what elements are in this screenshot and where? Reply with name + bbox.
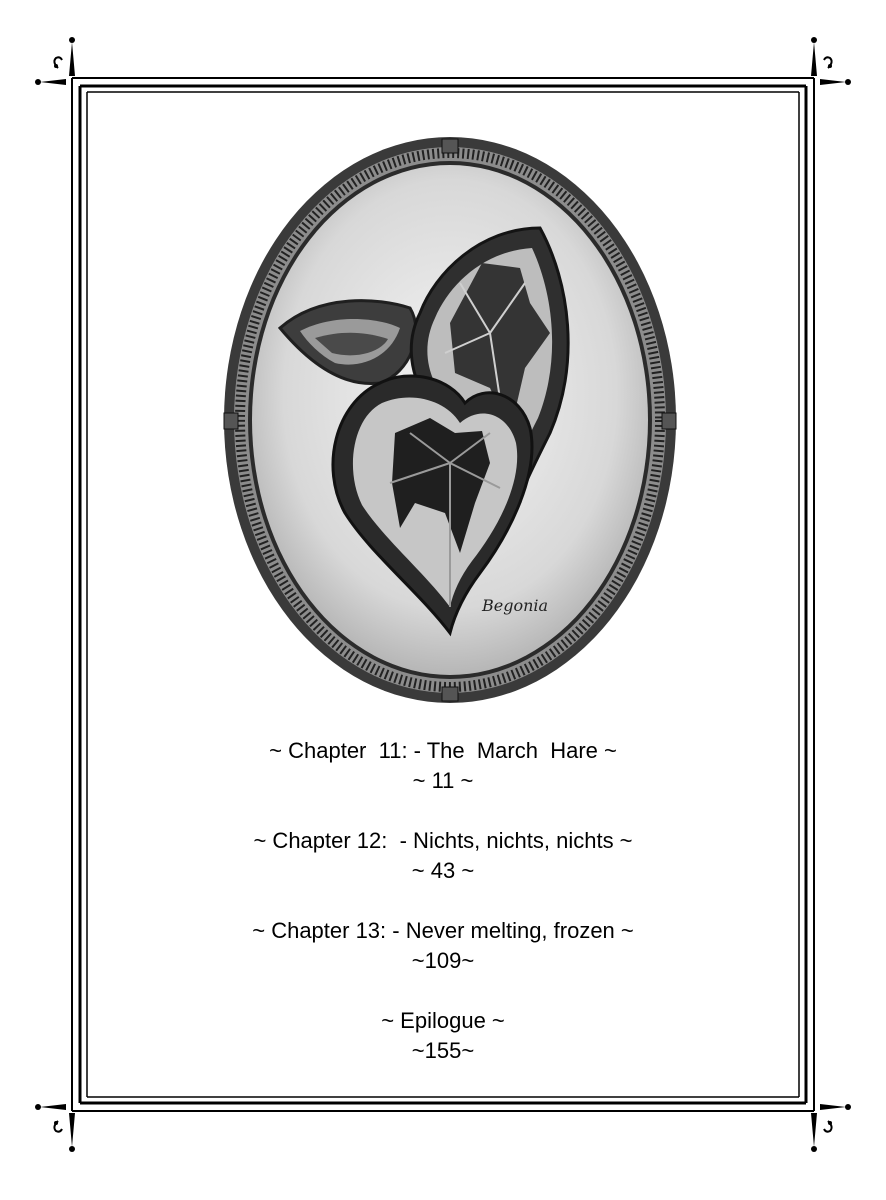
toc-entry-page: ~109~ bbox=[411, 948, 475, 973]
artist-signature: Begonia bbox=[482, 596, 549, 615]
toc-entry-title: ~ Chapter 11: - The March Hare ~ bbox=[269, 738, 617, 763]
table-of-contents bbox=[0, 736, 886, 1096]
toc-entry-title: ~ Chapter 13: - Never melting, frozen ~ bbox=[252, 918, 634, 943]
begonia-leaves-icon bbox=[220, 133, 680, 707]
toc-entry-page: ~ 11 ~ bbox=[412, 768, 474, 793]
toc-entry-title: ~ Chapter 12: - Nichts, nichts, nichts ~ bbox=[253, 828, 633, 853]
toc-entry-chapter-11[interactable] bbox=[0, 736, 886, 796]
toc-entry-page: ~155~ bbox=[411, 1038, 475, 1063]
toc-entry-chapter-12[interactable] bbox=[0, 826, 886, 886]
toc-entry-title: ~ Epilogue ~ bbox=[381, 1008, 505, 1033]
toc-entry-page: ~ 43 ~ bbox=[411, 858, 475, 883]
toc-entry-epilogue[interactable] bbox=[0, 1006, 886, 1066]
toc-entry-chapter-13[interactable] bbox=[0, 916, 886, 976]
